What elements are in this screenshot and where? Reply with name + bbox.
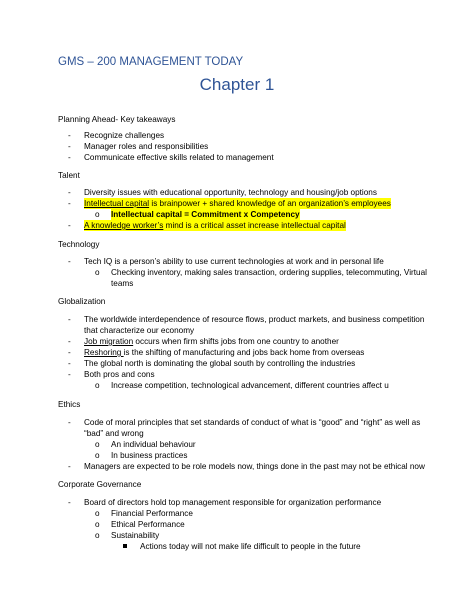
term-reshoring: Reshoring — [84, 348, 124, 357]
list-item-continuation: “bad” and wrong — [84, 429, 144, 438]
circle-bullet: o — [95, 509, 100, 518]
sub-item: In business practices — [111, 451, 188, 460]
circle-bullet: o — [95, 520, 100, 529]
sub-item: Ethical Performance — [111, 520, 185, 529]
list-item: Recognize challenges — [84, 131, 165, 140]
section-heading-governance: Corporate Governance — [58, 480, 142, 489]
list-item: Managers are expected to be role models now, things done in the past may not be ethical now — [84, 462, 425, 471]
circle-bullet: o — [95, 451, 100, 460]
term-knowledge-worker: A knowledge worker’s — [84, 221, 164, 230]
dash-bullet: - — [68, 348, 71, 357]
list-item: The worldwide interdependence of resource flows, product markets, and business competition — [84, 315, 425, 324]
highlighted-sub-item: Intellectual capital = Commitment x Competency — [111, 210, 300, 219]
definition-text: is brainpower + shared knowledge of an organization’s employees — [149, 199, 391, 208]
sub-item: Sustainability — [111, 531, 160, 540]
square-bullet — [123, 544, 127, 548]
term-intellectual-capital: Intellectual capital — [84, 199, 150, 208]
sub-item: Checking inventory, making sales transaction, ordering supplies, telecommuting, Virtual — [111, 268, 427, 277]
section-heading-technology: Technology — [58, 240, 100, 249]
dash-bullet: - — [68, 199, 71, 208]
dash-bullet: - — [68, 131, 71, 140]
dash-bullet: - — [68, 188, 71, 197]
dash-bullet: - — [68, 337, 71, 346]
list-item: Job migration occurs when firm shifts jobs from one country to another — [84, 337, 339, 346]
dash-bullet: - — [68, 153, 71, 162]
dash-bullet: - — [68, 418, 71, 427]
list-item-continuation: that characterize our economy — [84, 326, 195, 335]
circle-bullet: o — [95, 210, 100, 219]
dash-bullet: - — [68, 498, 71, 507]
definition-text: mind is a critical asset increase intellectual capital — [163, 221, 346, 230]
list-item: Tech IQ is a person’s ability to use current technologies at work and in personal life — [84, 257, 384, 266]
section-heading-planning: Planning Ahead- Key takeaways — [58, 115, 176, 124]
dash-bullet: - — [68, 315, 71, 324]
sub-sub-item: Actions today will not make life difficult to people in the future — [140, 542, 361, 551]
highlighted-list-item — [84, 198, 391, 209]
document-title: GMS – 200 MANAGEMENT TODAY — [58, 56, 244, 68]
list-item: Communicate effective skills related to management — [84, 153, 274, 162]
section-heading-globalization: Globalization — [58, 297, 106, 306]
chapter-heading: Chapter 1 — [199, 75, 275, 94]
sub-item: Financial Performance — [111, 509, 193, 518]
dash-bullet: - — [68, 257, 71, 266]
section-heading-talent: Talent — [58, 171, 80, 180]
list-item: Manager roles and responsibilities — [84, 142, 209, 151]
list-item: Both pros and cons — [84, 370, 155, 379]
sub-item: Increase competition, technological advancement, different countries affect u — [111, 381, 389, 390]
dash-bullet: - — [68, 142, 71, 151]
circle-bullet: o — [95, 531, 100, 540]
list-item: Diversity issues with educational opportunity, technology and housing/job options — [84, 188, 377, 197]
dash-bullet: - — [68, 370, 71, 379]
circle-bullet: o — [95, 381, 100, 390]
sub-item-continuation: teams — [111, 279, 134, 288]
dash-bullet: - — [68, 221, 71, 230]
dash-bullet: - — [68, 462, 71, 471]
highlighted-list-item — [84, 220, 346, 231]
circle-bullet: o — [95, 268, 100, 277]
dash-bullet: - — [68, 359, 71, 368]
section-heading-ethics: Ethics — [58, 400, 81, 409]
list-item: Reshoring is the shifting of manufacturing and jobs back home from overseas — [84, 348, 365, 357]
list-item: The global north is dominating the global south by controlling the industries — [84, 359, 356, 368]
list-item: Code of moral principles that set standards of conduct of what is “good” and “right” as well as — [84, 418, 421, 427]
sub-item: An individual behaviour — [111, 440, 196, 449]
list-item: Board of directors hold top management responsible for organization performance — [84, 498, 382, 507]
term-job-migration: Job migration — [84, 337, 134, 346]
circle-bullet: o — [95, 440, 100, 449]
